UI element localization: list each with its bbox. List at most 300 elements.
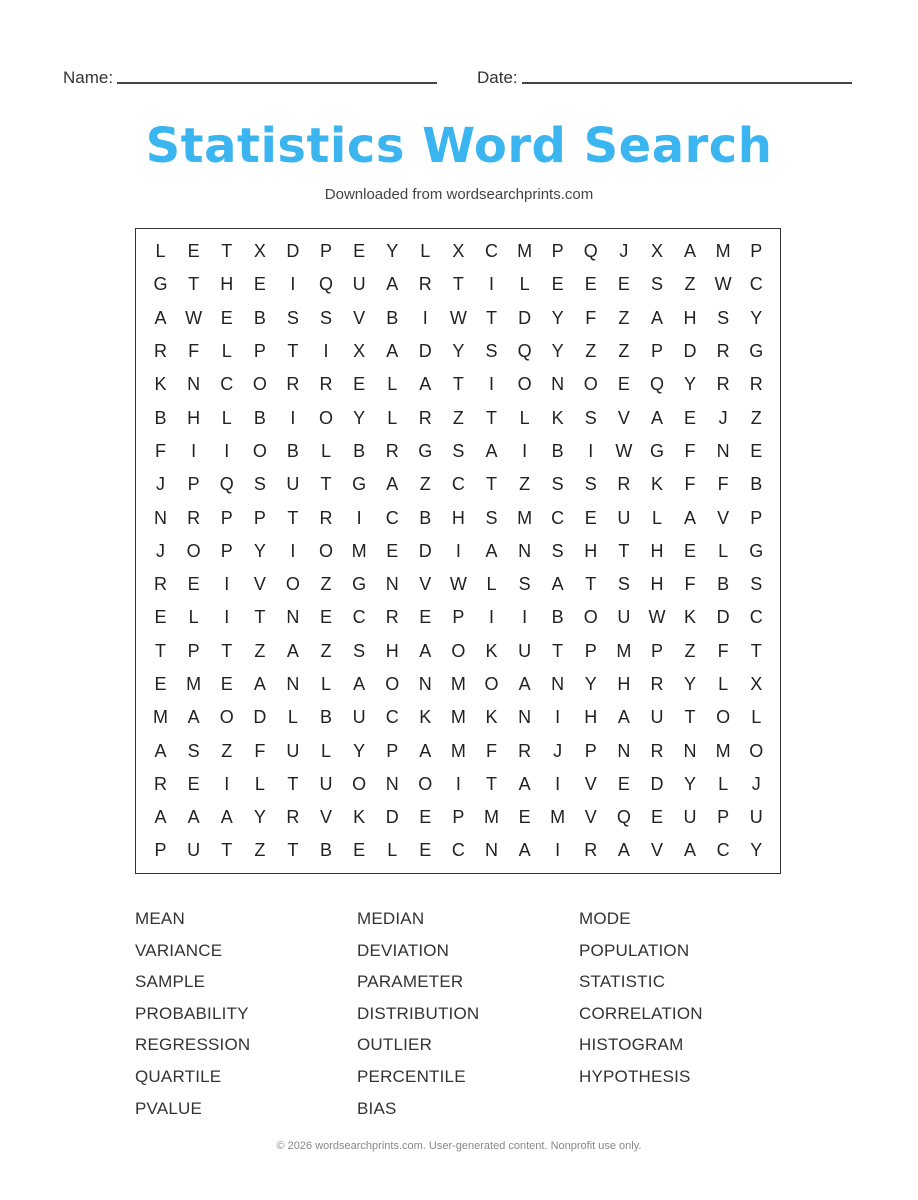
grid-letter[interactable]: N — [187, 374, 201, 395]
grid-letter[interactable]: S — [617, 574, 630, 595]
grid-letter[interactable]: I — [488, 274, 494, 295]
grid-letter[interactable]: T — [618, 540, 630, 561]
grid-letter[interactable]: Z — [585, 341, 597, 362]
grid-letter[interactable]: S — [717, 307, 730, 328]
grid-letter[interactable]: S — [750, 574, 763, 595]
grid-letter[interactable]: C — [484, 241, 498, 262]
grid-letter[interactable]: W — [185, 307, 203, 328]
grid-letter[interactable]: N — [385, 773, 399, 794]
grid-letter[interactable]: E — [220, 307, 233, 328]
grid-letter[interactable]: L — [486, 574, 497, 595]
grid-letter[interactable]: F — [155, 440, 167, 461]
grid-letter[interactable]: Y — [386, 241, 399, 262]
grid-letter[interactable]: F — [684, 474, 696, 495]
grid-letter[interactable]: B — [419, 507, 432, 528]
grid-letter[interactable]: Y — [684, 674, 697, 694]
grid-letter[interactable]: L — [387, 840, 398, 861]
grid-letter[interactable]: H — [584, 707, 598, 728]
grid-letter[interactable]: H — [584, 540, 598, 561]
grid-letter[interactable]: A — [386, 341, 399, 362]
grid-letter[interactable]: S — [485, 341, 498, 362]
grid-letter[interactable]: I — [488, 374, 494, 395]
grid-letter[interactable]: J — [156, 474, 166, 495]
grid-letter[interactable]: E — [353, 241, 366, 262]
grid-letter[interactable]: M — [153, 707, 169, 728]
grid-letter[interactable]: P — [386, 740, 399, 761]
grid-letter[interactable]: R — [518, 740, 532, 761]
grid-letter[interactable]: S — [551, 474, 564, 495]
grid-letter[interactable]: N — [551, 674, 565, 694]
grid-letter[interactable]: R — [716, 374, 730, 395]
grid-letter[interactable]: A — [684, 840, 697, 861]
grid-letter[interactable]: T — [221, 640, 233, 661]
grid-letter[interactable]: Y — [584, 674, 597, 694]
grid-letter[interactable]: U — [683, 807, 697, 828]
grid-letter[interactable]: C — [749, 274, 763, 295]
grid-letter[interactable]: U — [187, 840, 201, 861]
grid-letter[interactable]: V — [353, 307, 366, 328]
grid-letter[interactable]: C — [385, 507, 399, 528]
grid-letter[interactable]: E — [617, 374, 630, 395]
grid-letter[interactable]: G — [649, 440, 664, 461]
grid-letter[interactable]: A — [518, 773, 531, 794]
grid-letter[interactable]: R — [716, 341, 730, 362]
grid-letter[interactable]: A — [617, 707, 630, 728]
grid-letter[interactable]: T — [485, 307, 497, 328]
grid-letter[interactable]: T — [287, 507, 299, 528]
grid-letter[interactable]: K — [154, 374, 167, 395]
grid-letter[interactable]: C — [385, 707, 399, 728]
grid-letter[interactable]: I — [191, 440, 197, 461]
grid-letter[interactable]: O — [484, 674, 499, 694]
grid-letter[interactable]: I — [224, 440, 230, 461]
grid-letter[interactable]: A — [617, 840, 630, 861]
grid-letter[interactable]: U — [650, 707, 664, 728]
grid-letter[interactable]: I — [555, 707, 561, 728]
grid-letter[interactable]: O — [252, 374, 267, 395]
grid-letter[interactable]: E — [187, 574, 200, 595]
grid-letter[interactable]: T — [684, 707, 696, 728]
grid-letter[interactable]: C — [716, 840, 730, 861]
grid-letter[interactable]: E — [154, 607, 167, 628]
grid-letter[interactable]: R — [617, 474, 631, 495]
grid-letter[interactable]: A — [220, 807, 233, 828]
grid-letter[interactable]: N — [683, 740, 697, 761]
grid-letter[interactable]: X — [452, 241, 465, 262]
grid-letter[interactable]: D — [683, 341, 697, 362]
grid-letter[interactable]: G — [749, 341, 764, 362]
grid-letter[interactable]: D — [385, 807, 399, 828]
grid-letter[interactable]: Y — [684, 773, 697, 794]
grid-letter[interactable]: Y — [253, 807, 266, 828]
grid-letter[interactable]: M — [351, 540, 367, 561]
grid-letter[interactable]: V — [584, 807, 597, 828]
grid-letter[interactable]: L — [718, 674, 729, 694]
grid-letter[interactable]: E — [187, 773, 200, 794]
grid-letter[interactable]: V — [419, 574, 432, 595]
grid-letter[interactable]: C — [352, 607, 366, 628]
grid-letter[interactable]: G — [749, 540, 764, 561]
grid-letter[interactable]: V — [650, 840, 663, 861]
grid-letter[interactable]: L — [221, 407, 232, 428]
grid-letter[interactable]: R — [385, 607, 399, 628]
grid-letter[interactable]: S — [584, 407, 597, 428]
grid-letter[interactable]: K — [684, 607, 697, 628]
grid-letter[interactable]: E — [353, 840, 366, 861]
grid-letter[interactable]: R — [418, 407, 432, 428]
grid-letter[interactable]: S — [551, 540, 564, 561]
grid-letter[interactable]: Y — [684, 374, 697, 395]
grid-letter[interactable]: T — [552, 640, 564, 661]
grid-letter[interactable]: K — [485, 640, 498, 661]
grid-letter[interactable]: E — [650, 807, 663, 828]
grid-letter[interactable]: P — [220, 540, 233, 561]
grid-letter[interactable]: C — [551, 507, 565, 528]
grid-letter[interactable]: N — [154, 507, 168, 528]
grid-letter[interactable]: A — [485, 540, 498, 561]
grid-letter[interactable]: I — [522, 607, 528, 628]
grid-letter[interactable]: Q — [517, 341, 532, 362]
grid-letter[interactable]: O — [749, 740, 764, 761]
grid-letter[interactable]: L — [751, 707, 762, 728]
grid-letter[interactable]: F — [485, 740, 497, 761]
grid-letter[interactable]: P — [154, 840, 167, 861]
grid-letter[interactable]: E — [551, 274, 564, 295]
grid-letter[interactable]: E — [617, 274, 630, 295]
grid-letter[interactable]: B — [353, 440, 366, 461]
grid-letter[interactable]: F — [254, 740, 266, 761]
grid-letter[interactable]: I — [555, 773, 561, 794]
grid-letter[interactable]: A — [684, 241, 697, 262]
grid-letter[interactable]: V — [617, 407, 630, 428]
grid-letter[interactable]: Q — [616, 807, 631, 828]
grid-letter[interactable]: Q — [319, 274, 334, 295]
grid-letter[interactable]: L — [387, 407, 398, 428]
grid-letter[interactable]: U — [617, 607, 631, 628]
grid-letter[interactable]: Z — [750, 407, 762, 428]
grid-letter[interactable]: L — [287, 707, 298, 728]
grid-letter[interactable]: R — [286, 374, 300, 395]
grid-letter[interactable]: I — [455, 540, 461, 561]
grid-letter[interactable]: A — [485, 440, 498, 461]
grid-letter[interactable]: F — [717, 640, 729, 661]
grid-letter[interactable]: G — [153, 274, 168, 295]
grid-letter[interactable]: M — [450, 674, 466, 694]
grid-letter[interactable]: K — [551, 407, 564, 428]
grid-letter[interactable]: I — [356, 507, 362, 528]
grid-letter[interactable]: Z — [320, 640, 332, 661]
grid-letter[interactable]: P — [584, 640, 597, 661]
grid-letter[interactable]: M — [483, 807, 499, 828]
grid-letter[interactable]: Q — [583, 241, 598, 262]
grid-letter[interactable]: A — [253, 674, 266, 694]
grid-letter[interactable]: B — [320, 840, 333, 861]
grid-letter[interactable]: I — [455, 773, 461, 794]
grid-letter[interactable]: L — [188, 607, 199, 628]
grid-letter[interactable]: W — [648, 607, 666, 628]
grid-letter[interactable]: T — [485, 474, 497, 495]
grid-letter[interactable]: I — [290, 407, 296, 428]
grid-letter[interactable]: F — [717, 474, 729, 495]
grid-letter[interactable]: R — [154, 341, 168, 362]
grid-letter[interactable]: N — [286, 674, 300, 694]
grid-letter[interactable]: T — [287, 773, 299, 794]
grid-letter[interactable]: U — [319, 773, 333, 794]
grid-letter[interactable]: H — [650, 574, 664, 595]
grid-letter[interactable]: R — [749, 374, 763, 395]
grid-letter[interactable]: P — [551, 241, 564, 262]
grid-letter[interactable]: D — [518, 307, 532, 328]
grid-letter[interactable]: M — [450, 707, 466, 728]
grid-letter[interactable]: J — [619, 241, 629, 262]
grid-letter[interactable]: D — [650, 773, 664, 794]
grid-letter[interactable]: W — [714, 274, 732, 295]
grid-letter[interactable]: P — [187, 640, 200, 661]
grid-letter[interactable]: H — [683, 307, 697, 328]
grid-letter[interactable]: B — [717, 574, 730, 595]
grid-letter[interactable]: P — [717, 807, 730, 828]
grid-letter[interactable]: N — [484, 840, 498, 861]
grid-letter[interactable]: A — [419, 740, 432, 761]
grid-letter[interactable]: M — [715, 740, 731, 761]
grid-letter[interactable]: O — [716, 707, 731, 728]
grid-letter[interactable]: K — [485, 707, 498, 728]
grid-letter[interactable]: Z — [519, 474, 531, 495]
grid-letter[interactable]: B — [253, 307, 266, 328]
grid-letter[interactable]: R — [418, 274, 432, 295]
grid-letter[interactable]: H — [385, 640, 399, 661]
grid-letter[interactable]: A — [419, 374, 432, 395]
grid-letter[interactable]: Z — [320, 574, 332, 595]
grid-letter[interactable]: P — [220, 507, 233, 528]
grid-letter[interactable]: A — [154, 807, 167, 828]
grid-letter[interactable]: G — [352, 574, 367, 595]
grid-letter[interactable]: R — [319, 374, 333, 395]
grid-letter[interactable]: P — [452, 807, 465, 828]
grid-letter[interactable]: O — [517, 374, 532, 395]
grid-letter[interactable]: H — [187, 407, 201, 428]
grid-letter[interactable]: C — [749, 607, 763, 628]
grid-letter[interactable]: E — [684, 407, 697, 428]
grid-letter[interactable]: E — [320, 607, 333, 628]
grid-letter[interactable]: L — [519, 274, 530, 295]
grid-letter[interactable]: A — [419, 640, 432, 661]
grid-letter[interactable]: O — [451, 640, 466, 661]
grid-letter[interactable]: R — [286, 807, 300, 828]
grid-letter[interactable]: O — [385, 674, 400, 694]
grid-letter[interactable]: C — [451, 840, 465, 861]
grid-letter[interactable]: U — [749, 807, 763, 828]
grid-letter[interactable]: A — [684, 507, 697, 528]
grid-letter[interactable]: U — [352, 274, 366, 295]
grid-letter[interactable]: B — [551, 440, 564, 461]
grid-letter[interactable]: U — [286, 740, 300, 761]
grid-letter[interactable]: T — [155, 640, 167, 661]
grid-letter[interactable]: P — [452, 607, 465, 628]
grid-letter[interactable]: J — [553, 740, 563, 761]
grid-letter[interactable]: E — [220, 674, 233, 694]
grid-letter[interactable]: A — [650, 407, 663, 428]
grid-letter[interactable]: J — [751, 773, 761, 794]
grid-letter[interactable]: P — [750, 507, 763, 528]
grid-letter[interactable]: I — [224, 574, 230, 595]
grid-letter[interactable]: I — [555, 840, 561, 861]
grid-letter[interactable]: O — [285, 574, 300, 595]
grid-letter[interactable]: Z — [684, 640, 696, 661]
grid-letter[interactable]: T — [188, 274, 200, 295]
grid-letter[interactable]: Y — [551, 307, 564, 328]
grid-letter[interactable]: O — [418, 773, 433, 794]
grid-letter[interactable]: O — [186, 540, 201, 561]
grid-letter[interactable]: Z — [419, 474, 431, 495]
grid-letter[interactable]: I — [323, 341, 329, 362]
grid-letter[interactable]: T — [254, 607, 266, 628]
grid-letter[interactable]: R — [650, 674, 664, 694]
grid-letter[interactable]: W — [449, 574, 467, 595]
grid-letter[interactable]: R — [319, 507, 333, 528]
grid-letter[interactable]: V — [584, 773, 597, 794]
grid-letter[interactable]: A — [386, 474, 399, 495]
grid-letter[interactable]: A — [650, 307, 663, 328]
grid-letter[interactable]: I — [588, 440, 594, 461]
grid-letter[interactable]: M — [616, 640, 632, 661]
grid-letter[interactable]: E — [684, 540, 697, 561]
grid-letter[interactable]: R — [584, 840, 598, 861]
grid-letter[interactable]: E — [253, 274, 266, 295]
grid-letter[interactable]: I — [488, 607, 494, 628]
grid-letter[interactable]: K — [353, 807, 366, 828]
grid-letter[interactable]: T — [750, 640, 762, 661]
grid-letter[interactable]: Z — [221, 740, 233, 761]
grid-letter[interactable]: A — [187, 707, 200, 728]
grid-letter[interactable]: L — [254, 773, 265, 794]
grid-letter[interactable]: S — [485, 507, 498, 528]
grid-letter[interactable]: H — [220, 274, 234, 295]
grid-letter[interactable]: P — [253, 507, 266, 528]
grid-letter[interactable]: P — [187, 474, 200, 495]
grid-letter[interactable]: M — [550, 807, 566, 828]
grid-letter[interactable]: Y — [353, 407, 366, 428]
grid-letter[interactable]: X — [650, 241, 663, 262]
grid-letter[interactable]: Y — [353, 740, 366, 761]
grid-letter[interactable]: L — [321, 674, 332, 694]
grid-letter[interactable]: I — [290, 540, 296, 561]
grid-letter[interactable]: S — [650, 274, 663, 295]
grid-letter[interactable]: B — [286, 440, 299, 461]
grid-letter[interactable]: S — [286, 307, 299, 328]
grid-letter[interactable]: I — [224, 773, 230, 794]
grid-letter[interactable]: G — [418, 440, 433, 461]
grid-letter[interactable]: V — [253, 574, 266, 595]
grid-letter[interactable]: R — [385, 440, 399, 461]
grid-letter[interactable]: A — [551, 574, 564, 595]
grid-letter[interactable]: E — [419, 840, 432, 861]
grid-letter[interactable]: O — [252, 440, 267, 461]
grid-letter[interactable]: L — [651, 507, 662, 528]
grid-letter[interactable]: S — [320, 307, 333, 328]
grid-letter[interactable]: T — [287, 341, 299, 362]
grid-letter[interactable]: I — [522, 440, 528, 461]
grid-letter[interactable]: S — [452, 440, 465, 461]
grid-letter[interactable]: L — [718, 773, 729, 794]
grid-letter[interactable]: T — [585, 574, 597, 595]
grid-letter[interactable]: D — [716, 607, 730, 628]
grid-letter[interactable]: Q — [649, 374, 664, 395]
grid-letter[interactable]: E — [584, 507, 597, 528]
grid-letter[interactable]: E — [154, 674, 167, 694]
grid-letter[interactable]: Y — [551, 341, 564, 362]
grid-letter[interactable]: O — [319, 540, 334, 561]
grid-letter[interactable]: F — [684, 440, 696, 461]
grid-letter[interactable]: E — [386, 540, 399, 561]
grid-letter[interactable]: J — [718, 407, 728, 428]
grid-letter[interactable]: R — [154, 574, 168, 595]
grid-letter[interactable]: J — [156, 540, 166, 561]
grid-letter[interactable]: L — [321, 740, 332, 761]
grid-letter[interactable]: Z — [618, 341, 630, 362]
grid-letter[interactable]: T — [452, 374, 464, 395]
grid-letter[interactable]: X — [353, 341, 366, 362]
grid-letter[interactable]: Y — [253, 540, 266, 561]
grid-letter[interactable]: L — [321, 440, 332, 461]
grid-letter[interactable]: B — [154, 407, 167, 428]
grid-letter[interactable]: O — [583, 374, 598, 395]
grid-letter[interactable]: V — [320, 807, 333, 828]
grid-letter[interactable]: P — [650, 640, 663, 661]
grid-letter[interactable]: W — [449, 307, 467, 328]
grid-letter[interactable]: E — [353, 374, 366, 395]
grid-letter[interactable]: X — [750, 674, 763, 694]
grid-letter[interactable]: L — [221, 341, 232, 362]
grid-letter[interactable]: B — [551, 607, 564, 628]
grid-letter[interactable]: Z — [618, 307, 630, 328]
grid-letter[interactable]: T — [452, 274, 464, 295]
grid-letter[interactable]: Y — [750, 307, 763, 328]
grid-letter[interactable]: M — [450, 740, 466, 761]
grid-letter[interactable]: E — [617, 773, 630, 794]
grid-letter[interactable]: Z — [684, 274, 696, 295]
grid-letter[interactable]: N — [551, 374, 565, 395]
grid-letter[interactable]: N — [418, 674, 432, 694]
grid-letter[interactable]: L — [718, 540, 729, 561]
grid-letter[interactable]: E — [584, 274, 597, 295]
grid-letter[interactable]: S — [518, 574, 531, 595]
grid-letter[interactable]: P — [320, 241, 333, 262]
grid-letter[interactable]: U — [352, 707, 366, 728]
grid-letter[interactable]: U — [286, 474, 300, 495]
grid-letter[interactable]: B — [320, 707, 333, 728]
grid-letter[interactable]: I — [224, 607, 230, 628]
grid-letter[interactable]: F — [585, 307, 597, 328]
grid-letter[interactable]: E — [419, 807, 432, 828]
grid-letter[interactable]: N — [286, 607, 300, 628]
grid-letter[interactable]: X — [253, 241, 266, 262]
grid-letter[interactable]: T — [320, 474, 332, 495]
grid-letter[interactable]: Y — [750, 840, 763, 861]
grid-letter[interactable]: G — [352, 474, 367, 495]
grid-letter[interactable]: D — [253, 707, 267, 728]
grid-letter[interactable]: K — [650, 474, 663, 495]
grid-letter[interactable]: P — [750, 241, 763, 262]
grid-letter[interactable]: Z — [254, 640, 266, 661]
grid-letter[interactable]: M — [186, 674, 202, 694]
grid-letter[interactable]: V — [717, 507, 730, 528]
grid-letter[interactable]: D — [418, 341, 432, 362]
grid-letter[interactable]: E — [750, 440, 763, 461]
grid-letter[interactable]: P — [584, 740, 597, 761]
grid-letter[interactable]: N — [385, 574, 399, 595]
grid-letter[interactable]: R — [650, 740, 664, 761]
